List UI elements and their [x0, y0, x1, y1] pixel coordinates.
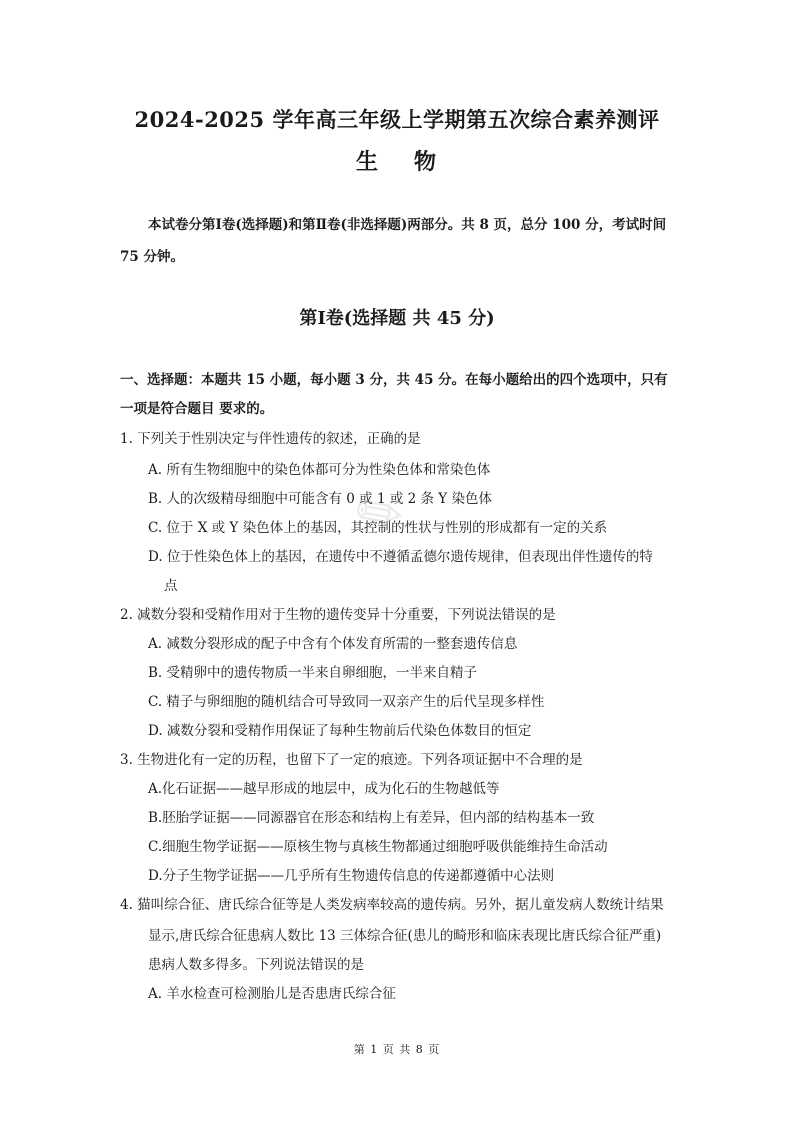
- page-footer: 第 1 页 共 8 页: [353, 1043, 441, 1056]
- exam-title: 2024-2025 学年高三年级上学期第五次综合素养测评: [134, 107, 660, 132]
- question-4-option-a: A. 羊水检查可检测胎儿是否患唐氏综合征: [148, 986, 396, 1002]
- question-2-option-b: B. 受精卵中的遗传物质一半来自卵细胞，一半来自精子: [148, 665, 478, 681]
- question-1-option-d-cont: 点: [164, 578, 178, 594]
- question-2-option-d: D. 减数分裂和受精作用保证了每种生物前后代染色体数目的恒定: [148, 723, 532, 739]
- question-1-option-a: A. 所有生物细胞中的染色体都可分为性染色体和常染色体: [148, 462, 491, 478]
- question-4-stem: 4. 猫叫综合征、唐氏综合征等是人类发病率较高的遗传病。另外，据儿童发病人数统计结果: [120, 897, 664, 913]
- question-4-stem-cont-1: 显示,唐氏综合征患病人数比 13 三体综合征(患儿的畸形和临床表现比唐氏综合征严重): [148, 928, 662, 944]
- exam-intro: 本试卷分第Ⅰ卷(选择题)和第Ⅱ卷(非选择题)两部分。共 8 页，总分 100 分，考试时间 75 分钟。: [120, 217, 667, 265]
- question-3-option-b: B.胚胎学证据——同源器官在形态和结构上有差异，但内部的结构基本一致: [148, 810, 595, 826]
- section-title: 第Ⅰ卷(选择题 共 45 分): [299, 308, 495, 329]
- subject-char-1: 生: [355, 149, 380, 175]
- section-instruction: 一、选择题：本题共 15 小题，每小题 3 分，共 45 分。在每小题给出的四个选项中，只有一项是符合题目 要求的。: [120, 372, 668, 417]
- question-2-stem: 2. 减数分裂和受精作用对于生物的遗传变异十分重要，下列说法错误的是: [120, 607, 556, 623]
- subject-char-2: 物: [414, 149, 439, 175]
- question-1-stem: 1. 下列关于性别决定与伴性遗传的叙述，正确的是: [120, 431, 421, 447]
- question-3-option-a: A.化石证据——越早形成的地层中，成为化石的生物越低等: [148, 781, 500, 797]
- question-1-option-c: C. 位于 X 或 Y 染色体上的基因，其控制的性状与性别的形成都有一定的关系: [148, 520, 608, 536]
- question-3-option-c: C.细胞生物学证据——原核生物与真核生物都通过细胞呼吸供能维持生命活动: [148, 839, 608, 855]
- question-2-option-c: C. 精子与卵细胞的随机结合可导致同一双亲产生的后代呈现多样性: [148, 694, 545, 710]
- subject-title: [0, 145, 794, 176]
- question-3-stem: 3. 生物进化有一定的历程，也留下了一定的痕迹。下列各项证据中不合理的是: [120, 752, 583, 768]
- question-1-option-d: D. 位于性染色体上的基因，在遗传中不遵循孟德尔遗传规律，但表现出伴性遗传的特: [148, 549, 653, 565]
- question-1-option-b: B. 人的次级精母细胞中可能含有 0 或 1 或 2 条 Y 染色体: [148, 491, 493, 507]
- question-4-stem-cont-2: 患病人数多得多。下列说法错误的是: [148, 957, 364, 973]
- question-2-option-a: A. 减数分裂形成的配子中含有个体发育所需的一整套遗传信息: [148, 636, 518, 652]
- question-3-option-d: D.分子生物学证据——几乎所有生物遗传信息的传递都遵循中心法则: [148, 868, 555, 884]
- watermark: ✎: [342, 474, 419, 555]
